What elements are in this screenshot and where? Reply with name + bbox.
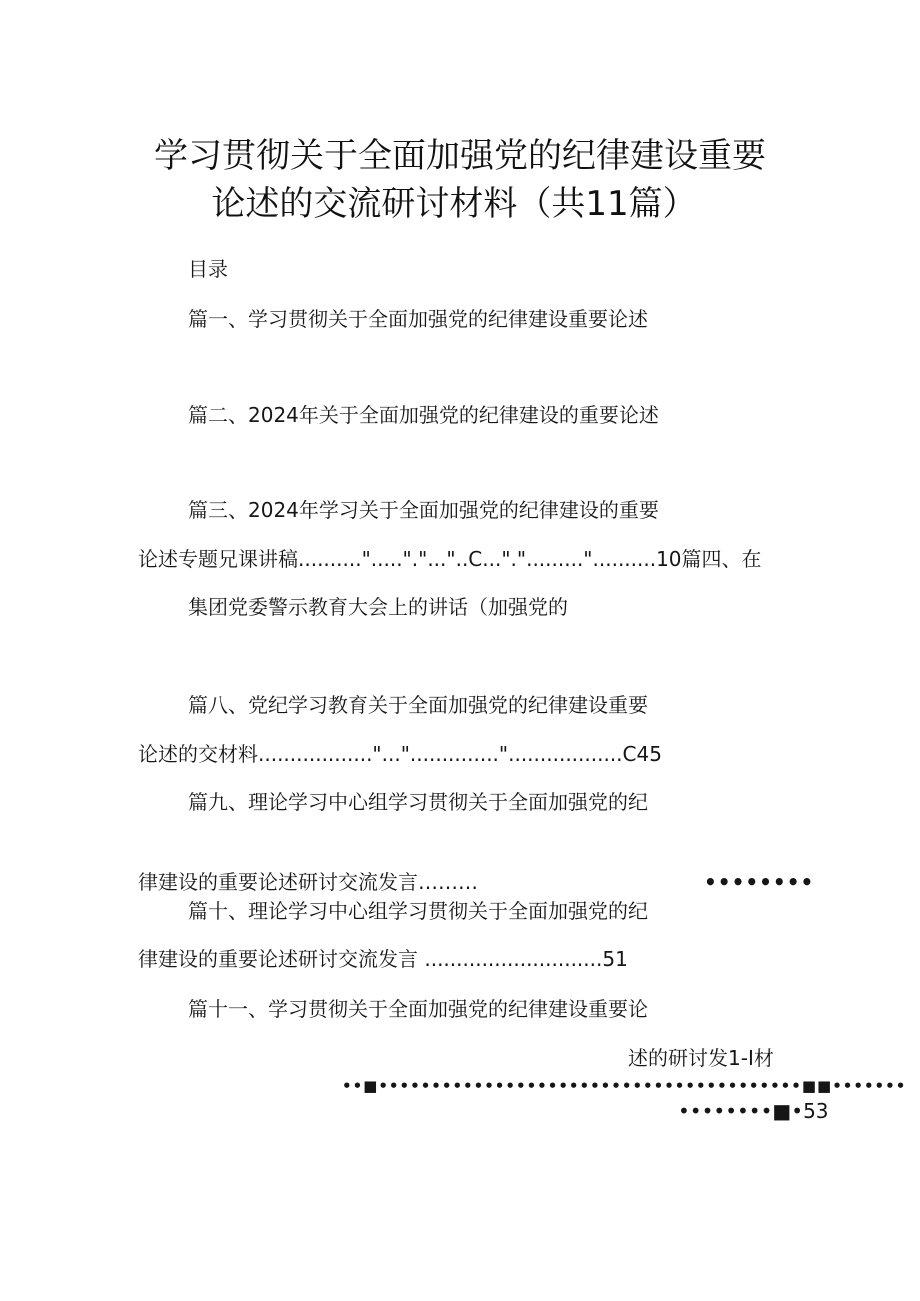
toc-entry-11[interactable]: 篇十一、学习贯彻关于全面加强党的纪律建设重要论 <box>188 997 648 1021</box>
toc-entry-8-continued[interactable]: 论述的交材料.................."...".............."..................C45 <box>138 742 662 766</box>
toc-entry-3[interactable]: 篇三、2024年学习关于全面加强党的纪律建设的重要 <box>188 498 659 522</box>
toc-entry-9-leader-dots: •••••••• <box>704 870 815 894</box>
toc-entry-3-continued[interactable]: 论述专题兄课讲稿.........."....."."..."..C..."."........."..........10篇四、在 <box>138 547 762 571</box>
toc-entry-11-continued[interactable]: 述的研讨发1-I材 <box>628 1046 774 1070</box>
document-title-line-2: 论述的交流研讨材料（共11篇） <box>211 184 697 224</box>
toc-entry-4-continued[interactable]: 集团党委警示教育大会上的讲话（加强党的 <box>188 595 568 619</box>
toc-entry-1[interactable]: 篇一、学习贯彻关于全面加强党的纪律建设重要论述 <box>188 307 648 331</box>
toc-entry-8[interactable]: 篇八、党纪学习教育关于全面加强党的纪律建设重要 <box>188 693 648 717</box>
toc-entry-10[interactable]: 篇十、理论学习中心组学习贯彻关于全面加强党的纪 <box>188 899 648 923</box>
toc-entry-9[interactable]: 篇九、理论学习中心组学习贯彻关于全面加强党的纪 <box>188 790 648 814</box>
toc-entry-11-page-number: ••••••••■•53 <box>678 1099 829 1123</box>
toc-entry-2[interactable]: 篇二、2024年关于全面加强党的纪律建设的重要论述 <box>188 403 659 427</box>
toc-entry-9-continued[interactable]: 律建设的重要论述研讨交流发言……… <box>138 870 478 894</box>
toc-heading: 目录 <box>188 257 228 281</box>
document-title-line-1: 学习贯彻关于全面加强党的纪律建设重要 <box>154 136 766 176</box>
toc-entry-11-leader-dots: ••■••••••••••••••••••••••••••••••••••••••••■■••••••• <box>342 1077 907 1095</box>
toc-entry-10-continued[interactable]: 律建设的重要论述研讨交流发言 ............................51 <box>138 947 628 971</box>
